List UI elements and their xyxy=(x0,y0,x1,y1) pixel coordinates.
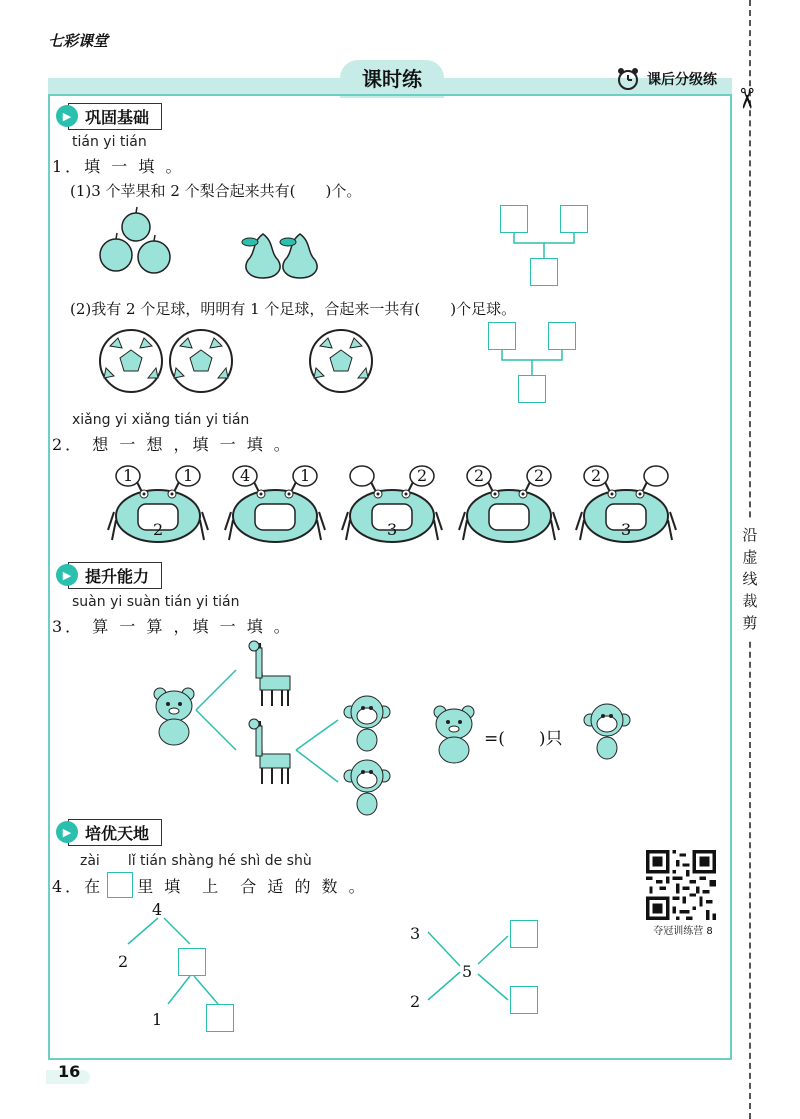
q4b-top-number: 3 xyxy=(410,924,421,943)
q3-pinyin: suàn yi suàn tián yi tián xyxy=(72,594,240,610)
q4b-center-number: 5 xyxy=(462,962,473,981)
crab-right-claw-number: 2 xyxy=(534,466,545,485)
crab-left-claw-number: 2 xyxy=(591,466,602,485)
q4a-left-number: 2 xyxy=(118,952,129,971)
crab-body-number: 2 xyxy=(153,520,164,539)
series-label xyxy=(615,66,717,92)
page-title: 课时练 xyxy=(340,60,444,98)
q1b-box-left[interactable] xyxy=(488,322,516,350)
scissors-icon: ✂ xyxy=(730,86,764,111)
crab-body-number: 3 xyxy=(621,520,632,539)
crab-left-claw-number: 2 xyxy=(474,466,485,485)
q4a-middle-box[interactable] xyxy=(178,948,206,976)
play-icon: ▶ xyxy=(56,821,78,843)
giraffe-icon xyxy=(244,640,294,710)
bear-icon xyxy=(150,686,198,746)
q4-pinyin: zài lǐ tián shàng hé shì de shù xyxy=(80,853,312,869)
play-icon: ▶ xyxy=(56,105,78,127)
q1-title: 1．填 一 填 。 xyxy=(52,157,185,176)
q3-answer-text: =( )只 xyxy=(484,729,563,749)
q4a-top-number: 4 xyxy=(152,900,163,919)
monkey-icon xyxy=(344,694,390,754)
q1b-box-right[interactable] xyxy=(548,322,576,350)
brand-logo: 七彩课堂 xyxy=(48,32,109,50)
section-excellent xyxy=(56,820,162,844)
q2-title: 2． 想 一 想 ，填 一 填 。 xyxy=(52,435,293,454)
crab-right-claw-number: 2 xyxy=(417,466,428,485)
series-text: 课后分级练 xyxy=(647,72,717,88)
q1b-box-total[interactable] xyxy=(518,375,546,403)
bear-icon xyxy=(430,704,478,764)
crab-right-claw-number: 1 xyxy=(300,466,311,485)
crab-right-claw-number: 1 xyxy=(183,466,194,485)
section-improve xyxy=(56,563,162,587)
football-icon xyxy=(168,328,234,394)
q4-text-post: 里 填 上 合 适 的 数 。 xyxy=(137,876,368,896)
football-icon xyxy=(98,328,164,394)
crab-body-number: 3 xyxy=(387,520,398,539)
q1b-text: (2)我有 2 个足球，明明有 1 个足球，合起来一共有( )个足球。 xyxy=(70,300,517,318)
apples-image xyxy=(96,205,176,285)
monkey-icon xyxy=(584,702,630,762)
q4a-bottom-left-number: 1 xyxy=(152,1010,163,1029)
q4b-bottom-box[interactable] xyxy=(510,986,538,1014)
q1-pinyin: tián yi tián xyxy=(72,134,147,150)
q4b-top-box[interactable] xyxy=(510,920,538,948)
crab-left-claw-number: 1 xyxy=(123,466,134,485)
page-number: 16 xyxy=(58,1062,81,1081)
q1a-box-left[interactable] xyxy=(500,205,528,233)
section-label: 提升能力 xyxy=(68,562,162,589)
q1a-text: (1)3 个苹果和 2 个梨合起来共有( )个。 xyxy=(70,182,362,200)
q4-text-pre: 4．在 xyxy=(52,876,104,896)
q1a-box-right[interactable] xyxy=(560,205,588,233)
football-icon xyxy=(308,328,374,394)
q4a-bottom-right-box[interactable] xyxy=(206,1004,234,1032)
crab-left-claw-number: 4 xyxy=(240,466,251,485)
section-label: 培优天地 xyxy=(68,819,162,846)
q4-title xyxy=(52,872,368,898)
play-icon: ▶ xyxy=(56,564,78,586)
q4b-bottom-number: 2 xyxy=(410,992,421,1011)
q1a-box-total[interactable] xyxy=(530,258,558,286)
cut-instruction: 沿虚线裁剪 xyxy=(741,520,759,638)
section-basic xyxy=(56,104,162,128)
pears-image xyxy=(238,228,328,280)
section-label: 巩固基础 xyxy=(68,103,162,130)
q3-title: 3． 算 一 算 ，填 一 填 。 xyxy=(52,617,293,636)
q2-pinyin: xiǎng yi xiǎng tián yi tián xyxy=(72,412,250,428)
q4-example-box xyxy=(107,872,133,898)
qr-caption: 夺冠训练营 8 xyxy=(653,926,713,937)
giraffe-icon xyxy=(244,718,294,788)
alarm-clock-icon xyxy=(615,66,641,92)
qr-code-icon xyxy=(646,850,716,920)
monkey-icon xyxy=(344,758,390,818)
